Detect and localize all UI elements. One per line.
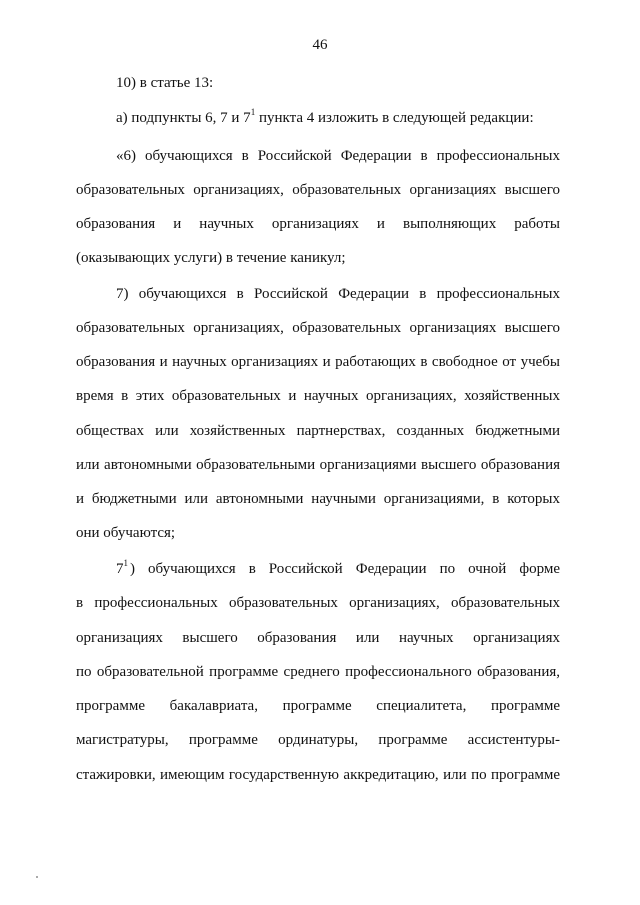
text-line: образовательных организациях, образовательных организациях высшего <box>76 182 560 198</box>
text-line: стажировки, имеющим государственную аккредитацию, или по программе <box>76 767 560 783</box>
text-run: 10) в статье 13: <box>116 75 214 91</box>
text-line: они обучаются; <box>76 525 176 541</box>
text-run: пункта 4 изложить в следующей редакции: <box>255 110 534 126</box>
text-line: 7) обучающихся в Российской Федерации в профессиональных <box>116 286 560 302</box>
text-run: а) подпункты 6, 7 и 7 <box>116 110 251 126</box>
text-run <box>116 559 128 579</box>
page-number: 46 <box>312 37 328 53</box>
text-line: организациях высшего образования или научных организациях <box>76 630 560 646</box>
text-line: время в этих образовательных и научных организациях, хозяйственных <box>76 388 560 404</box>
text-run: 7 <box>116 561 124 577</box>
text-line: образования и научных организациях и работающих в свободное от учебы <box>76 354 560 370</box>
text-line: по образовательной программе среднего профессионального образования, <box>76 664 560 680</box>
superscript: 1 <box>123 558 128 568</box>
text-line: и бюджетными или автономными научными организациями, в которых <box>76 491 560 507</box>
text-line <box>116 73 560 93</box>
text-line: «6) обучающихся в Российской Федерации в профессиональных <box>116 148 560 164</box>
text-line <box>116 108 560 128</box>
text-line <box>116 559 560 579</box>
scan-mark <box>36 876 38 878</box>
text-line: образовательных организациях, образовательных организациях высшего <box>76 320 560 336</box>
text-line: (оказывающих услуги) в течение каникул; <box>76 250 346 266</box>
text-run: ) обучающихся в Российской Федерации по очной форме <box>130 561 560 577</box>
text-line: магистратуры, программе ординатуры, программе ассистентуры- <box>76 732 560 748</box>
text-line: в профессиональных образовательных организациях, образовательных <box>76 595 560 611</box>
text-line: или автономными образовательными организациями высшего образования <box>76 457 560 473</box>
text-line: обществах или хозяйственных партнерствах, созданных бюджетными <box>76 423 560 439</box>
text-line: программе бакалавриата, программе специалитета, программе <box>76 698 560 714</box>
text-line: образования и научных организациях и выполняющих работы <box>76 216 560 232</box>
superscript: 1 <box>250 107 256 117</box>
